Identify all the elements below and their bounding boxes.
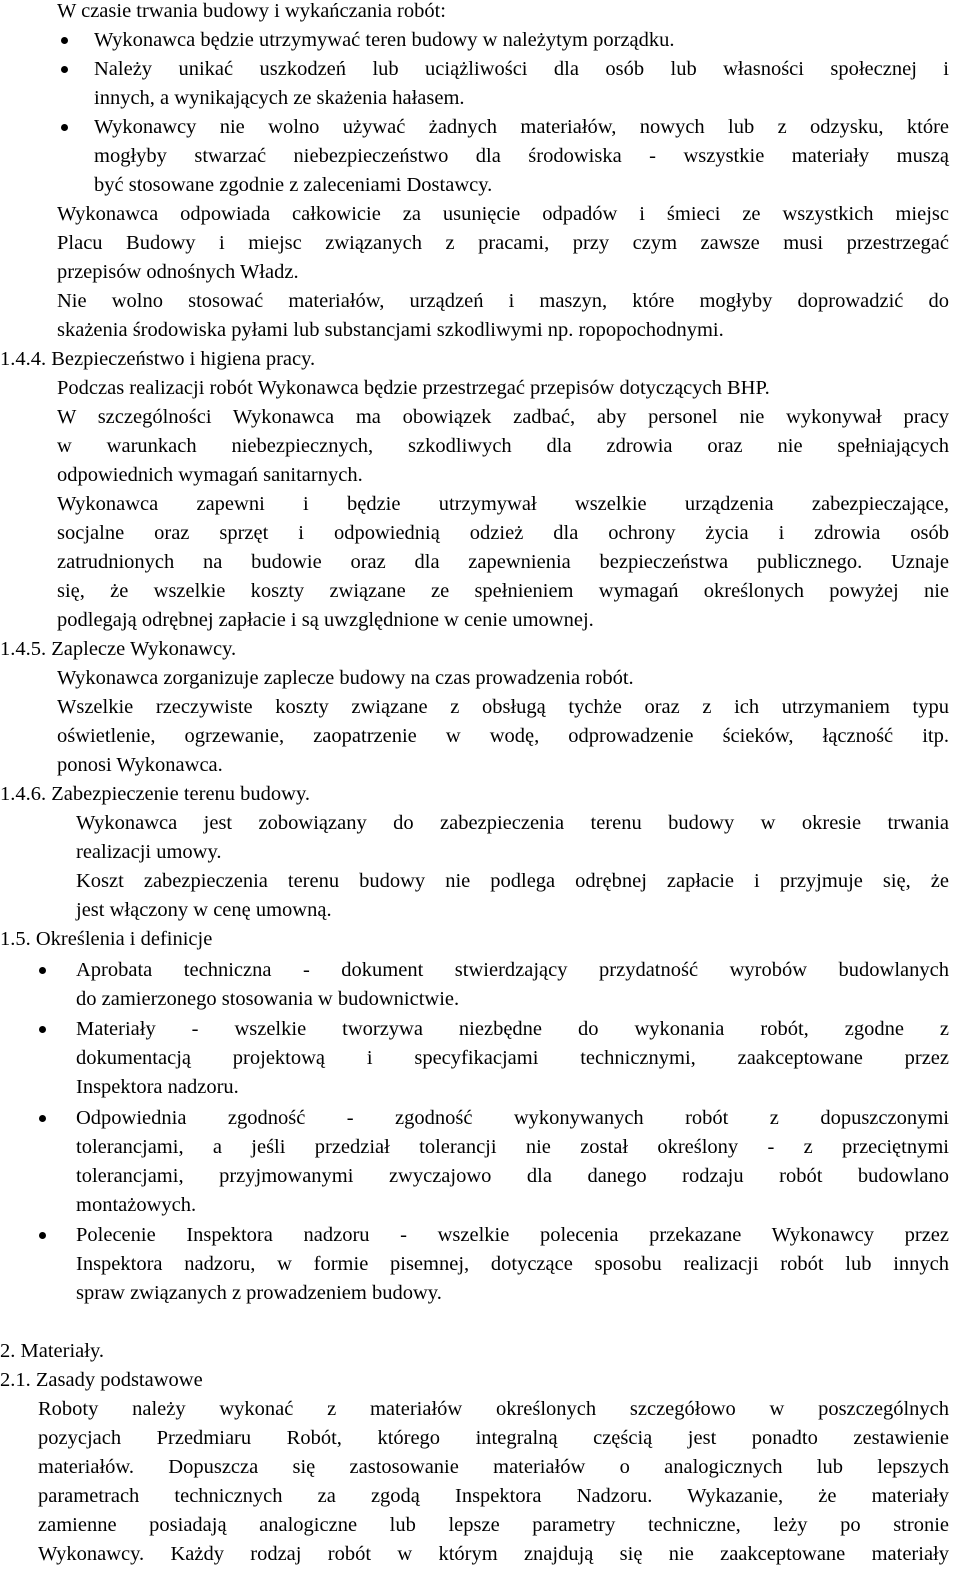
definition-item-2 [76, 1015, 949, 1102]
section-1-4-6-heading [0, 780, 940, 809]
paragraph-line: Podczas realizacji robót Wykonawca będzie przestrzegać przepisów dotyczących BHP. [57, 377, 770, 399]
intro-bullet-1-line: Wykonawca będzie utrzymywać teren budowy w należytym porządku. [94, 29, 675, 51]
paragraph-line: Wykonawca zorganizuje zaplecze budowy na czas prowadzenia robót. [57, 667, 634, 689]
section-1-4-4-paragraph-3 [57, 490, 949, 635]
intro-bullet-3-line: Wykonawcy nie wolno używać żadnych materiałów, nowych lub z odzysku, które [94, 116, 949, 138]
paragraph-line: jest włączony w cenę umowną. [76, 899, 332, 921]
definition-line: Polecenie Inspektora nadzoru - wszelkie polecenia przekazane Wykonawcy przez [76, 1224, 949, 1246]
paragraph-line: w warunkach niebezpiecznych, szkodliwych dla zdrowia oraz nie spełniających [57, 435, 949, 457]
intro-paragraph-1 [57, 200, 949, 287]
section-heading: 1.4.4. Bezpieczeństwo i higiena pracy. [0, 348, 316, 370]
intro-bullet-2-line: Należy unikać uszkodzeń lub uciążliwości dla osób lub własności społecznej i [94, 58, 949, 80]
section-heading: 1.4.6. Zabezpieczenie terenu budowy. [0, 783, 311, 805]
definition-line: Aprobata techniczna - dokument stwierdzający przydatność wyrobów budowlanych [76, 959, 949, 981]
section-heading: 2.1. Zasady podstawowe [0, 1369, 203, 1391]
bullet-icon [61, 124, 68, 131]
bullet-icon [61, 66, 68, 73]
section-1-4-5-heading [0, 635, 940, 664]
intro-bullet-3 [94, 113, 949, 200]
section-2-heading [0, 1337, 940, 1366]
definition-line: tolerancjami, a jeśli przedział tolerancji nie został określony - z przeciętnymi [76, 1136, 949, 1158]
section-1-4-4-paragraph-1 [57, 374, 949, 403]
bullet-icon [39, 1232, 46, 1239]
paragraph-line: parametrach technicznych za zgodą Inspektora Nadzoru. Wykazanie, że materiały [38, 1485, 949, 1507]
section-1-4-4-heading [0, 345, 940, 374]
definition-line: montażowych. [76, 1194, 197, 1216]
definition-line: Inspektora nadzoru, w formie pisemnej, dotyczące sposobu realizacji robót lub innych [76, 1253, 949, 1275]
intro-paragraph-1-line: Wykonawca odpowiada całkowicie za usunięcie odpadów i śmieci ze wszystkich miejsc [57, 203, 949, 225]
definition-line: spraw związanych z prowadzeniem budowy. [76, 1282, 442, 1304]
paragraph-line: materiałów. Dopuszcza się zastosowanie materiałów o analogicznych lub lepszych [38, 1456, 949, 1478]
section-heading: 2. Materiały. [0, 1340, 104, 1362]
definition-item-1 [76, 956, 949, 1014]
paragraph-line: socjalne oraz sprzęt i odpowiednią odzież dla ochrony życia i zdrowia osób [57, 522, 949, 544]
intro-bullet-1 [94, 26, 949, 55]
paragraph-line: Koszt zabezpieczenia terenu budowy nie podlega odrębnej zapłacie i przyjmuje się, że [76, 870, 949, 892]
paragraph-line: pozycjach Przedmiaru Robót, którego integralną częścią jest ponadto zestawienie [38, 1427, 949, 1449]
intro-bullet-2-line: innych, a wynikających ze skażenia hałasem. [94, 87, 465, 109]
paragraph-line: zamienne posiadają analogiczne lub lepsze parametry techniczne, leży po stronie [38, 1514, 949, 1536]
paragraph-line: Wszelkie rzeczywiste koszty związane z obsługą tychże oraz z ich utrzymaniem typu [57, 696, 949, 718]
section-2-1-heading [0, 1366, 940, 1395]
intro-paragraph-1-line: Placu Budowy i miejsc związanych z pracami, przy czym zawsze musi przestrzegać [57, 232, 949, 254]
intro-paragraph-1-line: przepisów odnośnych Władz. [57, 261, 299, 283]
paragraph-line: W szczególności Wykonawca ma obowiązek zadbać, aby personel nie wykonywał pracy [57, 406, 949, 428]
intro-bullet-2 [94, 55, 949, 113]
bullet-icon [39, 967, 46, 974]
section-2-1-paragraph-1 [38, 1395, 949, 1569]
section-1-5-heading [0, 925, 940, 954]
paragraph-line: Wykonawca jest zobowiązany do zabezpieczenia terenu budowy w okresie trwania [76, 812, 949, 834]
definition-line: Materiały - wszelkie tworzywa niezbędne do wykonania robót, zgodne z [76, 1018, 949, 1040]
bullet-icon [39, 1026, 46, 1033]
paragraph-line: realizacji umowy. [76, 841, 222, 863]
intro-bullet-3-line: mogłyby stwarzać niebezpieczeństwo dla środowiska - wszystkie materiały muszą [94, 145, 949, 167]
intro-paragraph-2-line: skażenia środowiska pyłami lub substancjami szkodliwymi np. ropopochodnymi. [57, 319, 724, 341]
bullet-icon [61, 37, 68, 44]
paragraph-line: Wykonawca zapewni i będzie utrzymywał wszelkie urządzenia zabezpieczające, [57, 493, 949, 515]
section-1-4-5-paragraph-2 [57, 693, 949, 780]
definition-line: dokumentacją projektową i specyfikacjami technicznymi, zaakceptowane przez [76, 1047, 949, 1069]
section-1-4-4-paragraph-2 [57, 403, 949, 490]
section-heading: 1.4.5. Zaplecze Wykonawcy. [0, 638, 237, 660]
definition-line: do zamierzonego stosowania w budownictwie. [76, 988, 460, 1010]
section-1-4-6-paragraph-2 [76, 867, 949, 925]
paragraph-line: podlegają odrębnej zapłacie i są uwzględnione w cenie umownej. [57, 609, 594, 631]
intro-heading-text: W czasie trwania budowy i wykańczania robót: [57, 0, 446, 22]
bullet-icon [39, 1115, 46, 1122]
intro-heading [57, 0, 937, 26]
definition-item-3 [76, 1104, 949, 1220]
definition-line: Inspektora nadzoru. [76, 1076, 239, 1098]
paragraph-line: zatrudnionych na budowie oraz dla zapewnienia bezpieczeństwa publicznego. Uznaje [57, 551, 949, 573]
definition-item-4 [76, 1221, 949, 1308]
section-1-4-6-paragraph-1 [76, 809, 949, 867]
paragraph-line: odpowiednich wymagań sanitarnych. [57, 464, 363, 486]
paragraph-line: ponosi Wykonawca. [57, 754, 223, 776]
intro-paragraph-2 [57, 287, 949, 345]
paragraph-line: się, że wszelkie koszty związane ze spełnieniem wymagań określonych powyżej nie [57, 580, 949, 602]
paragraph-line: oświetlenie, ogrzewanie, zaopatrzenie w wodę, odprowadzenie ścieków, łączność itp. [57, 725, 949, 747]
paragraph-line: Wykonawcy. Każdy rodzaj robót w którym znajdują się nie zaakceptowane materiały [38, 1543, 949, 1565]
definition-line: tolerancjami, przyjmowanymi zwyczajowo dla danego rodzaju robót budowlano [76, 1165, 949, 1187]
section-heading: 1.5. Określenia i definicje [0, 928, 213, 950]
section-1-4-5-paragraph-1 [57, 664, 949, 693]
definition-line: Odpowiednia zgodność - zgodność wykonywanych robót z dopuszczonymi [76, 1107, 949, 1129]
intro-paragraph-2-line: Nie wolno stosować materiałów, urządzeń i maszyn, które mogłyby doprowadzić do [57, 290, 949, 312]
intro-bullet-3-line: być stosowane zgodnie z zaleceniami Dostawcy. [94, 174, 493, 196]
paragraph-line: Roboty należy wykonać z materiałów określonych szczegółowo w poszczególnych [38, 1398, 949, 1420]
